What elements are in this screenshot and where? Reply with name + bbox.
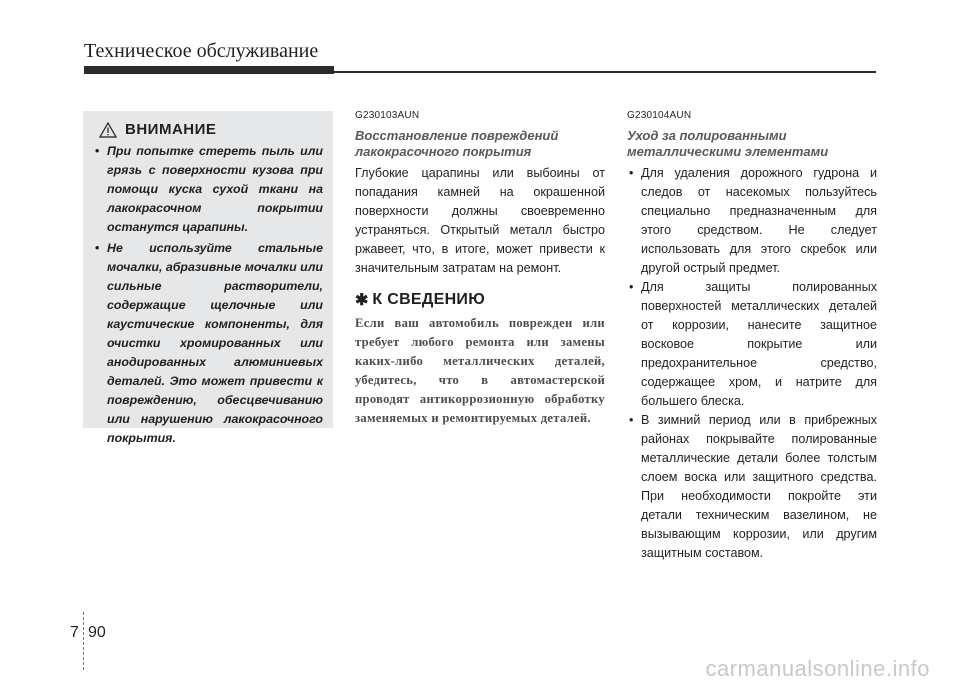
right-column — [627, 110, 877, 563]
warning-item: • Не используйте стальные мочалки, абразивные мочалки или сильные растворители, содержащие щелочные или каустические компоненты, для очистки хромированных или анодированных алюминиевых деталей. Это может привести к повреждению, обесцвечиванию или нарушению лакокрасочного покрытия. — [93, 239, 323, 448]
page-header-title: Техническое обслуживание — [84, 40, 319, 62]
watermark: carmanualsonline.info — [705, 656, 930, 681]
list-item: • Для удаления дорожного гудрона и следов от насекомых пользуйтесь специально предназначенным для этого средством. Не следует использовать для этого скребок или другой острый предмет. — [627, 164, 877, 278]
list-item: • В зимний период или в прибрежных районах покрывайте полированные металлические детали более толстым слоем воска или защитного средства. При необходимости покройте эти детали техническим вазелином, не вызывающим коррозии, или другим защитным составом. — [627, 411, 877, 563]
page-number: 90 — [88, 624, 106, 641]
chapter-number: 7 — [70, 624, 79, 641]
warning-triangle-icon — [99, 122, 117, 138]
section-title: Восстановление повреждений лакокрасочного покрытия — [355, 128, 559, 159]
middle-column — [355, 110, 605, 428]
list-item: • Для защиты полированных поверхностей металлических деталей от коррозии, нанесите защитное восковое покрытие или предохранительное средство, содержащее хром, и натрите для большего блеска. — [627, 278, 877, 411]
section-code: G230104AUN — [627, 110, 692, 121]
asterisk-icon: ✱ — [355, 292, 369, 309]
note-header — [355, 290, 605, 310]
note-title: К СВЕДЕНИЮ — [372, 291, 486, 308]
warning-header — [93, 121, 323, 138]
note-text: Если ваш автомобиль поврежден или требует любого ремонта или замены каких-либо металлических деталей, убедитесь, что в автомастерской проводят антикоррозионную обработку заменяемых и ремонтируемых деталей. — [355, 316, 605, 425]
bullet-list — [627, 164, 877, 563]
warning-list — [93, 142, 323, 448]
warning-box — [83, 111, 333, 445]
section-title: Уход за полированными металлическими элементами — [627, 128, 829, 159]
header-rule — [334, 71, 876, 73]
section-code: G230103AUN — [355, 110, 420, 121]
section-text: Глубокие царапины или выбоины от попадания камней на окрашенной поверхности должны своевременно устраняться. Открытый металл быстро ржавеет, что, в итоге, может привести к значительным затратам на ремонт. — [355, 166, 605, 275]
header-bar-thick — [84, 66, 334, 74]
warning-title: ВНИМАНИЕ — [125, 121, 217, 138]
page-number-divider — [83, 612, 84, 670]
warning-item: • При попытке стереть пыль или грязь с поверхности кузова при помощи куска сухой ткани на лакокрасочном покрытии останутся царапины. — [93, 142, 323, 237]
